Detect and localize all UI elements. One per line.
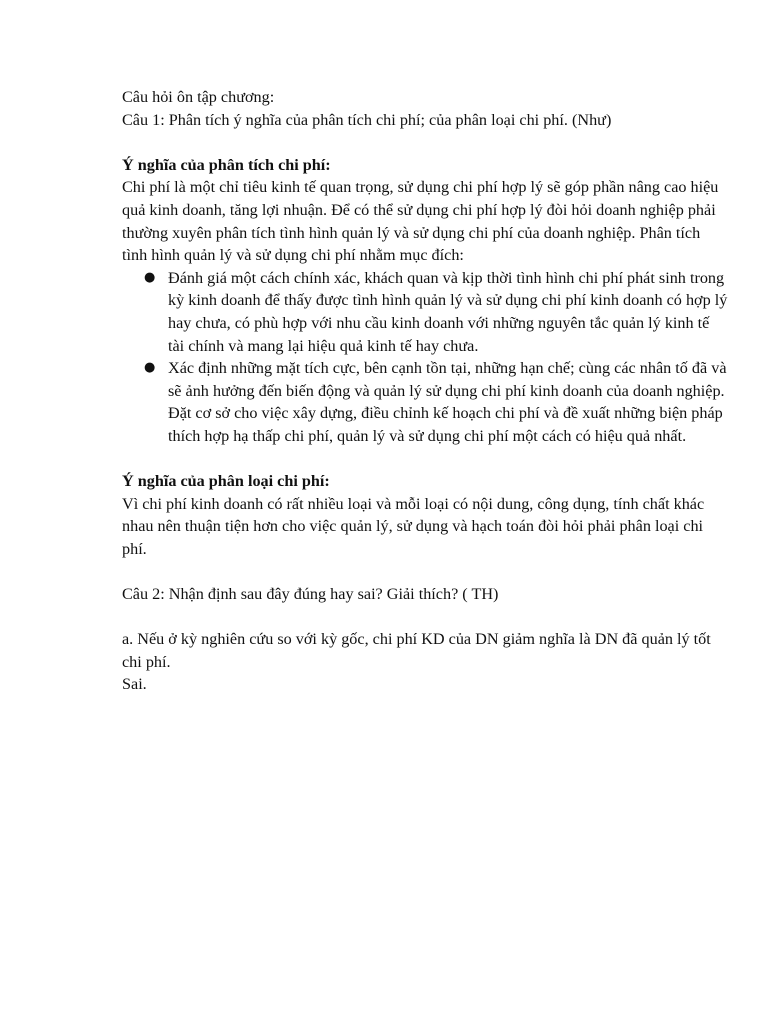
- list-item: [122, 267, 728, 357]
- document-page: [122, 86, 728, 696]
- spacer: [122, 606, 728, 629]
- section-title-cost-classification: Ý nghĩa của phân loại chi phí:: [122, 472, 330, 491]
- bullet-icon: ●: [144, 269, 156, 285]
- spacer: [122, 448, 728, 471]
- chapter-review-heading: Câu hỏi ôn tập chương:: [122, 88, 275, 106]
- statement-a: a. Nếu ở kỳ nghiên cứu so với kỳ gốc, chi phí KD của DN giảm nghĩa là DN đã quản lý tốt chi phí.: [122, 630, 711, 671]
- list-item-text: Xác định những mặt tích cực, bên cạnh tồn tại, những hạn chế; cùng các nhân tố đã và sẽ ảnh hưởng đến biến động và quản lý sử dụng chi phí kinh doanh của doanh nghiệp. Đặt cơ sở cho việc xây dựng, điều chỉnh kế hoạch chi phí và đề xuất những biện pháp thích hợp hạ thấp chi phí, quản lý và sử dụng chi phí một cách có hiệu quả nhất.: [168, 359, 727, 445]
- section-title-cost-analysis: Ý nghĩa của phân tích chi phí:: [122, 155, 331, 174]
- section-intro-cost-analysis: Chi phí là một chỉ tiêu kinh tế quan trọng, sử dụng chi phí hợp lý sẽ góp phần nâng cao hiệu quả kinh doanh, tăng lợi nhuận. Để có thể sử dụng chi phí hợp lý đòi hỏi doanh nghiệp phải thường xuyên phân tích tình hình quản lý và sử dụng chi phí của doanh nghiệp. Phân tích tình hình quản lý và sử dụng chi phí nhằm mục đích:: [122, 178, 719, 265]
- section-body-cost-classification: Vì chi phí kinh doanh có rất nhiều loại và mỗi loại có nội dung, công dụng, tính chất khác nhau nên thuận tiện hơn cho việc quản lý, sử dụng và hạch toán đòi hỏi phải phân loại chi phí.: [122, 494, 705, 558]
- list-item-text: Đánh giá một cách chính xác, khách quan và kịp thời tình hình chi phí phát sinh trong kỳ kinh doanh để thấy được tình hình quản lý và sử dụng chi phí kinh doanh có hợp lý hay chưa, có phù hợp với nhu cầu kinh doanh với những nguyên tắc quản lý kinh tế tài chính và mang lại hiệu quả kinh tế hay chưa.: [168, 268, 728, 355]
- answer-a: Sai.: [122, 675, 147, 694]
- spacer: [122, 560, 728, 583]
- question-2: Câu 2: Nhận định sau đây đúng hay sai? Giải thích? ( TH): [122, 585, 499, 604]
- purpose-list: [122, 267, 728, 448]
- bullet-icon: ●: [144, 360, 156, 376]
- question-1: Câu 1: Phân tích ý nghĩa của phân tích chi phí; của phân loại chi phí. (Như): [122, 110, 612, 129]
- list-item: [122, 357, 728, 447]
- spacer: [122, 131, 728, 154]
